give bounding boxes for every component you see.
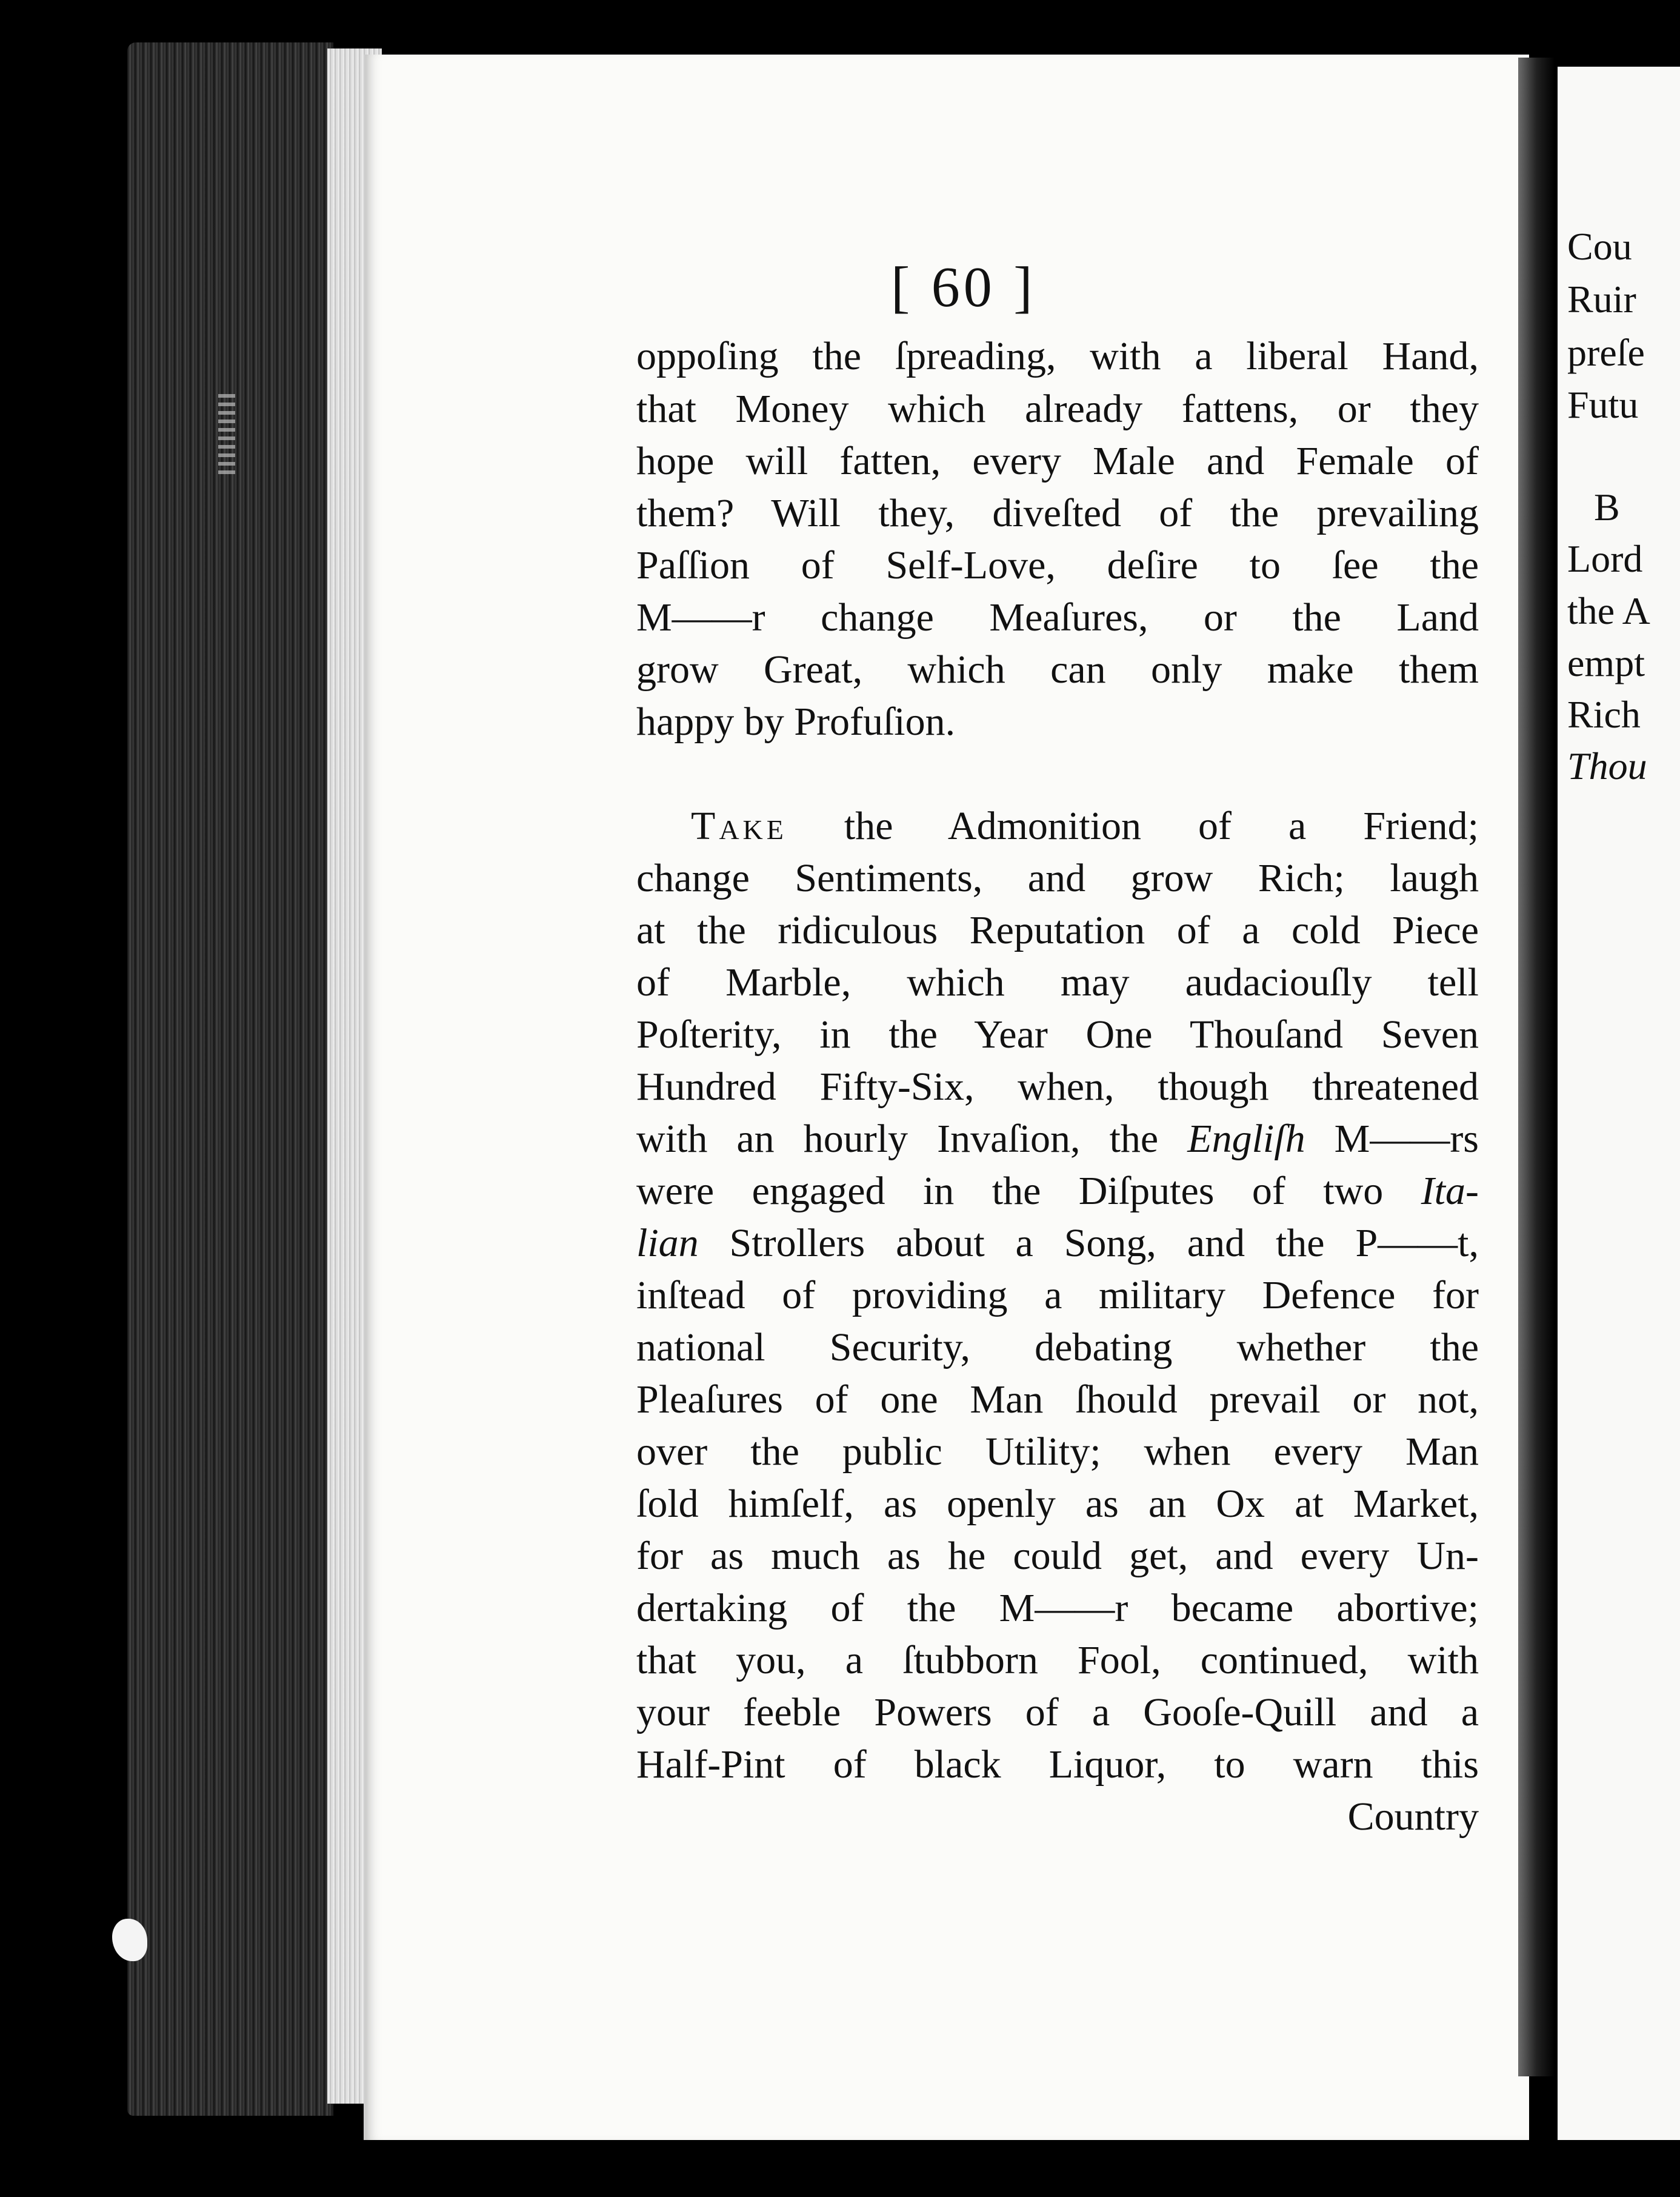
facing-line: Cou [1567, 225, 1632, 268]
text-line: change Sentiments, and grow Rich; laugh [636, 856, 1479, 900]
facing-line: Rich [1567, 693, 1641, 736]
facing-page [1558, 67, 1680, 2140]
text-line [636, 1119, 1479, 1159]
facing-line: the A [1567, 589, 1650, 632]
text-line [636, 1223, 1479, 1263]
gutter-shadow [1518, 58, 1555, 2076]
lead-word: Take [691, 804, 787, 848]
facing-line: empt [1567, 641, 1645, 684]
text-span: Strollers about a Song, and the P——t, [698, 1221, 1479, 1265]
facing-line: Futu [1567, 383, 1639, 426]
facing-line: Thou [1567, 744, 1647, 788]
text-line: at the ridiculous Reputation of a cold Piece [636, 908, 1479, 952]
text-line: dertaking of the M——r became abortive; [636, 1586, 1479, 1630]
facing-line: Lord [1567, 537, 1643, 580]
text-span: were engaged in the Diſputes of two [636, 1169, 1421, 1213]
text-line: Half-Pint of black Liquor, to warn this [636, 1742, 1479, 1787]
text-line: oppoſing the ſpreading, with a liberal Hand, [636, 334, 1479, 378]
text-line: inſtead of providing a military Defence for [636, 1273, 1479, 1317]
text-line: grow Great, which can only make them [636, 647, 1479, 692]
text-line: Paſſion of Self-Love, deſire to ſee the [636, 543, 1479, 587]
text-span: M——rs [1305, 1117, 1479, 1161]
text-line: Hundred Fifty-Six, when, though threatened [636, 1065, 1479, 1109]
italic-word: lian [636, 1221, 699, 1265]
text-line: that Money which already fattens, or they [636, 387, 1479, 431]
text-line: your feeble Powers of a Gooſe-Quill and a [636, 1690, 1479, 1734]
paragraph-opening-line [691, 806, 1479, 846]
text-line [636, 1171, 1479, 1211]
page-number: [ 60 ] [891, 256, 1036, 319]
text-line: that you, a ſtubborn Fool, continued, with [636, 1638, 1479, 1682]
facing-line: preſe [1567, 331, 1645, 374]
text-span: the Admonition of a Friend; [787, 804, 1479, 848]
paper-speck [112, 1919, 147, 1961]
text-line: them? Will they, diveſted of the prevailing [636, 491, 1479, 535]
text-line: happy by Profuſion. [636, 700, 956, 744]
spine-mark [218, 394, 235, 479]
text-line: over the public Utility; when every Man [636, 1430, 1479, 1474]
text-line: hope will fatten, every Male and Female of [636, 439, 1479, 483]
facing-line: Ruir [1567, 278, 1636, 321]
italic-word: Ita- [1421, 1169, 1479, 1213]
italic-word: Engliſh [1187, 1117, 1305, 1161]
text-line: M——r change Meaſures, or the Land [636, 595, 1479, 640]
text-line: ſold himſelf, as openly as an Ox at Market, [636, 1482, 1479, 1526]
book-edge [127, 42, 333, 2116]
text-line: of Marble, which may audaciouſly tell [636, 960, 1479, 1005]
text-line: national Security, debating whether the [636, 1325, 1479, 1369]
facing-line: B [1594, 486, 1620, 529]
text-line: Pleaſures of one Man ſhould prevail or not, [636, 1377, 1479, 1422]
text-span: with an hourly Invaſion, the [636, 1117, 1188, 1161]
catchword: Country [1347, 1794, 1479, 1839]
text-line: for as much as he could get, and every Un- [636, 1534, 1479, 1578]
text-line: Poſterity, in the Year One Thouſand Seven [636, 1012, 1479, 1057]
